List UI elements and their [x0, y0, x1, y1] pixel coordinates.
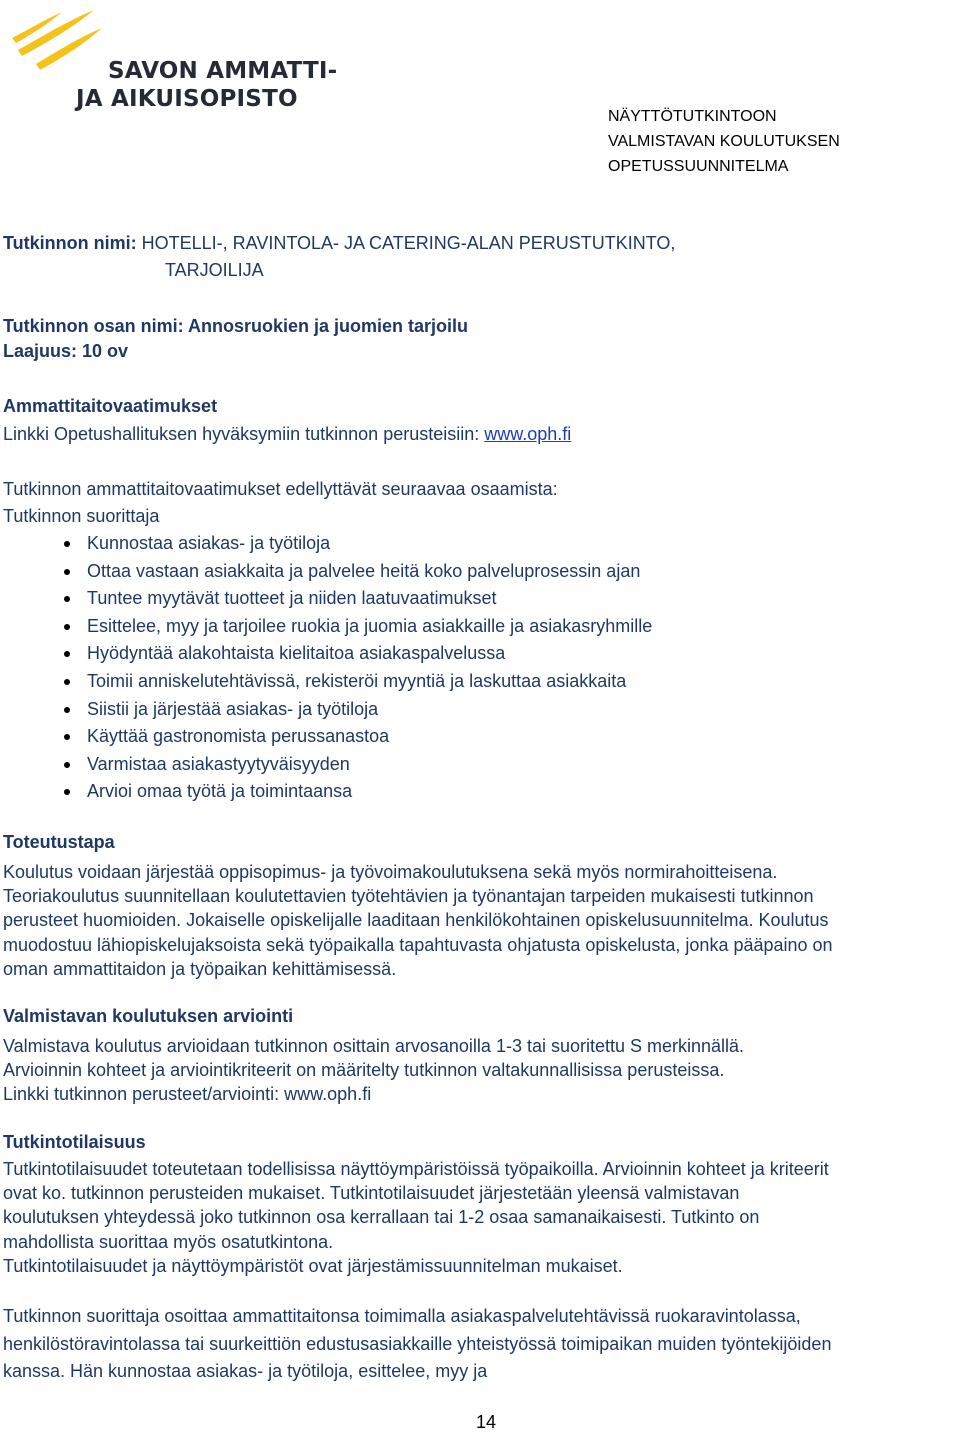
implementation-text [3, 860, 960, 981]
list-item-text: Hyödyntää alakohtaista kielitaitoa asiakaspalvelussa [87, 643, 506, 664]
degree-value-line2: TARJOILIJA [165, 260, 264, 280]
page-number: 14 [475, 1412, 497, 1432]
requirements-heading: Ammattitaitovaatimukset [3, 396, 218, 416]
paragraph-line: oman ammattitaidon ja työpaikan kehittämisessä. [3, 958, 397, 979]
paragraph-line: Koulutus voidaan järjestää oppisopimus- ja työvoimakoulutuksena sekä myös normirahoitteisena. [3, 862, 778, 882]
degree-name [3, 233, 675, 254]
paragraph-line: Teoriakoulutus suunnitellaan koulutettavien työtehtävien ja työnantajan tarpeiden mukaisesti tutkinnon [3, 886, 814, 907]
paragraph-line: henkilöstöravintolassa tai suurkeittiön edustusasiakkaille yhteistyössä toimipaikan muiden työntekijöiden [3, 1333, 832, 1354]
list-item [64, 668, 652, 696]
bullet-icon [64, 707, 70, 713]
list-item-text: Kunnostaa asiakas- ja työtiloja [87, 533, 331, 553]
paragraph-line: kanssa. Hän kunnostaa asiakas- ja työtiloja, esittelee, myy ja [3, 1361, 488, 1381]
document-type-line1: NÄYTTÖTUTKINTOON [608, 108, 777, 125]
requirements-link-line [3, 424, 571, 445]
list-item-text: Arvioi omaa työtä ja toimintaansa [87, 781, 353, 802]
degree-value-line1: HOTELLI-, RAVINTOLA- JA CATERING-ALAN PERUSTUTKINTO, [141, 233, 676, 253]
list-item [64, 585, 652, 613]
requirements-intro: Tutkinnon ammattitaitovaatimukset edellyttävät seuraavaa osaamista: [3, 479, 558, 499]
scope-value: 10 ov [82, 341, 129, 361]
document-type-line2: VALMISTAVAN KOULUTUKSEN [608, 133, 840, 150]
list-item-text: Ottaa vastaan asiakkaita ja palvelee heitä koko palveluprosessin ajan [87, 560, 641, 581]
paragraph-line: Tutkintotilaisuudet ja näyttöympäristöt ovat järjestämissuunnitelman mukaiset. [3, 1255, 623, 1276]
list-item [64, 640, 652, 668]
list-item-text: Tuntee myytävät tuotteet ja niiden laatuvaatimukset [87, 588, 497, 609]
paragraph-line: ovat ko. tutkinnon perusteiden mukaiset. Tutkintotilaisuudet järjestetään yleensä valmistavan [3, 1183, 740, 1204]
logo-text-line1: SAVON AMMATTI- [108, 58, 338, 84]
bullet-icon [64, 624, 70, 630]
exam-text [3, 1157, 960, 1278]
scope-label: Laajuus: [3, 341, 78, 361]
requirements-subject: Tutkinnon suorittaja [3, 506, 160, 526]
list-item [64, 613, 652, 641]
exam-closing-text [3, 1303, 960, 1386]
implementation-heading: Toteutustapa [3, 832, 115, 852]
swoosh-icon [10, 8, 110, 78]
paragraph-line: koulutuksen yhteydessä joko tutkinnon osa kerrallaan tai 1-2 osaa samanaikaisesti. Tutkinto on [3, 1207, 760, 1228]
paragraph-line: Linkki tutkinnon perusteet/arviointi: www.oph.fi [3, 1084, 372, 1105]
list-item-text: Varmistaa asiakastyytyväisyyden [87, 753, 350, 774]
paragraph-line: muodostuu lähiopiskelujaksoista sekä työpaikalla tapahtuvasta ohjatusta opiskelusta, jonka pääpaino on [3, 934, 833, 955]
paragraph-line: Valmistava koulutus arvioidaan tutkinnon osittain arvosanoilla 1-3 tai suoritettu S merkinnällä. [3, 1036, 745, 1056]
bullet-icon [64, 651, 70, 657]
list-item [64, 696, 652, 724]
bullet-icon [64, 596, 70, 602]
unit-label: Tutkinnon osan nimi: [3, 316, 184, 336]
paragraph-line: Arvioinnin kohteet ja arviointikriteerit on määritelty tutkinnon valtakunnallisissa perusteissa. [3, 1060, 725, 1081]
document-type-line3: OPETUSSUUNNITELMA [608, 158, 789, 175]
paragraph-line: Tutkintotilaisuudet toteutetaan todellisissa näyttöympäristöissä työpaikoilla. Arvioinnin kohteet ja kriteerit [3, 1159, 829, 1179]
document-header [608, 104, 840, 179]
logo-text-line2: JA AIKUISOPISTO [76, 86, 298, 112]
list-item [64, 778, 652, 806]
bullet-icon [64, 679, 70, 685]
exam-heading: Tutkintotilaisuus [3, 1132, 146, 1152]
requirements-list [64, 530, 652, 806]
requirements-link-text: Linkki Opetushallituksen hyväksymiin tutkinnon perusteisiin: [3, 424, 480, 444]
list-item-text: Esittelee, myy ja tarjoilee ruokia ja juomia asiakkaille ja asiakasryhmille [87, 615, 653, 636]
school-logo [10, 8, 350, 113]
assessment-text [3, 1034, 960, 1107]
bullet-icon [64, 569, 70, 575]
bullet-icon [64, 789, 70, 795]
unit-value: Annosruokien ja juomien tarjoilu [188, 316, 469, 336]
list-item-text: Käyttää gastronomista perussanastoa [87, 726, 390, 747]
paragraph-line: Tutkinnon suorittaja osoittaa ammattitaitonsa toimimalla asiakaspalvelutehtävissä ruokaravintolassa, [3, 1306, 801, 1326]
bullet-icon [64, 734, 70, 740]
paragraph-line: perusteet huomioiden. Jokaiselle opiskelijalle laaditaan henkilökohtainen opiskelusuunnitelma. Koulutus [3, 910, 829, 931]
oph-link[interactable]: www.oph.fi [484, 424, 572, 444]
paragraph-line: mahdollista suorittaa myös osatutkintona. [3, 1231, 334, 1252]
bullet-icon [64, 762, 70, 768]
unit-name [3, 316, 468, 337]
list-item [64, 723, 652, 751]
assessment-heading: Valmistavan koulutuksen arviointi [3, 1006, 294, 1026]
bullet-icon [64, 541, 70, 547]
list-item [64, 558, 652, 586]
degree-label: Tutkinnon nimi: [3, 233, 137, 253]
list-item [64, 751, 652, 779]
list-item [64, 530, 652, 558]
list-item-text: Toimii anniskelutehtävissä, rekisteröi myyntiä ja laskuttaa asiakkaita [87, 670, 627, 691]
list-item-text: Siistii ja järjestää asiakas- ja työtiloja [87, 698, 379, 719]
unit-scope [3, 341, 128, 362]
